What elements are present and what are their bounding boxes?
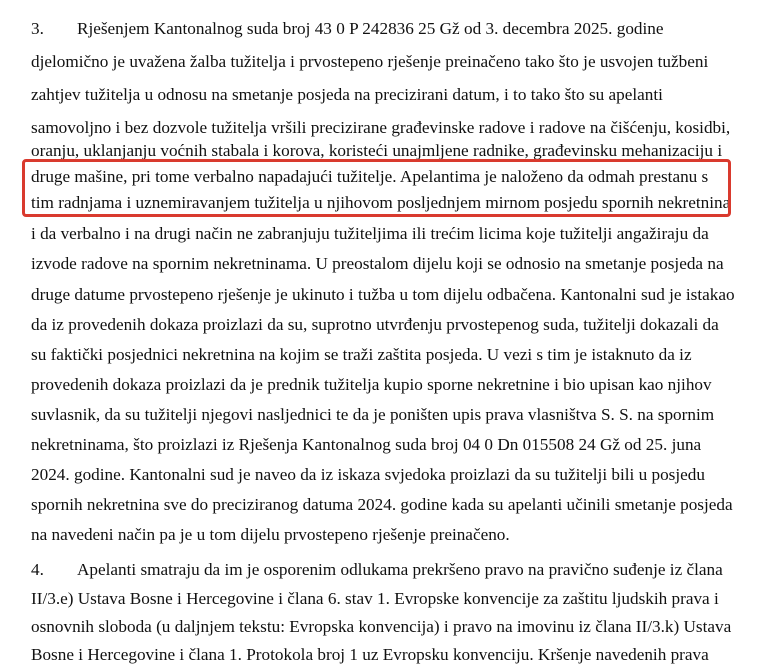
paragraph-3-line-16: 2024. godine. Kantonalni sud je naveo da iz iskaza svjedoka proizlazi da su tužitelji bili u posjedu: [31, 465, 705, 484]
paragraph-3-line-13: provedenih dokaza proizlazi da je prednik tužitelja kupio sporne nekretnine i bio upisan kao njihov: [31, 375, 712, 394]
paragraph-3-line-14: suvlasnik, da su tužitelji njegovi nasljednici te da je poništen upis prava vlasništva S. S. na spornim: [31, 405, 715, 424]
paragraph-4-line-2: II/3.e) Ustava Bosne i Hercegovine i člana 6. stav 1. Evropske konvencije za zaštitu ljudskih prava i: [31, 589, 719, 608]
paragraph-3-line-17: spornih nekretnina sve do preciziranog datuma 2024. godine kada su apelanti učinili smetanje posjeda: [31, 495, 733, 514]
paragraph-3-line-12: su faktički posjednici nekretnina na kojim se traži zaštita posjeda. U vezi s tim je istaknuto da iz: [31, 345, 692, 364]
paragraph-3-line-10: druge datume prvostepeno rješenje je ukinuto i tužba u tom dijelu odbačena. Kantonalni sud je istakao: [31, 285, 735, 304]
paragraph-3-line-18: na navedeni način pa je u tom dijelu prvostepeno rješenje preinačeno.: [31, 525, 510, 544]
paragraph-4-line-4: Bosne i Hercegovine i člana 1. Protokola broj 1 uz Evropsku konvenciju. Kršenje navedenih prava: [31, 645, 709, 664]
paragraph-3-line-7: tim radnjama i uznemiravanjem tužitelja u njihovom posljednjem mirnom posjedu spornih nekretnina: [31, 193, 731, 212]
paragraph-3-line-1: 3. Rješenjem Kantonalnog suda broj 43 0 P 242836 25 Gž od 3. decembra 2025. godine: [31, 19, 664, 38]
paragraph-number: 3.: [31, 19, 44, 38]
paragraph-3-line-6: druge mašine, pri tome verbalno napadajući tužitelje. Apelantima je naloženo da odmah prestanu s: [31, 167, 709, 186]
paragraph-3-line-9: izvode radove na spornim nekretninama. U preostalom dijelu koji se odnosio na smetanje posjeda na: [31, 254, 724, 273]
paragraph-3-line-3: zahtjev tužitelja u odnosu na smetanje posjeda na precizirani datum, i to tako što su apelanti: [31, 85, 663, 104]
paragraph-3-line-11: da iz provedenih dokaza proizlazi da su, suprotno utvrđenju prvostepenog suda, tužitelji dokazali da: [31, 315, 719, 334]
paragraph-3-line-5: oranju, uklanjanju voćnih stabala i korova, koristeći unajmljene radnike, građevinsku mehanizaciju i: [31, 141, 723, 160]
paragraph-3-line-8: i da verbalno i na drugi način ne zabranjuju tužiteljima ili trećim licima koje tužitelji angažiraju da: [31, 224, 709, 243]
paragraph-4-line-3: osnovnih sloboda (u daljnjem tekstu: Evropska konvencija) i pravo na imovinu iz člana II/3.k) Ustava: [31, 617, 732, 636]
highlight-rectangle: [22, 159, 731, 217]
paragraph-number: 4.: [31, 560, 44, 579]
paragraph-3-line-2: djelomično je uvažena žalba tužitelja i prvostepeno rješenje preinačeno tako što je usvojen tužbeni: [31, 52, 709, 71]
paragraph-4-line-1: 4. Apelanti smatraju da im je osporenim odlukama prekršeno pravo na pravično suđenje iz člana: [31, 560, 723, 579]
paragraph-3-line-4: samovoljno i bez dozvole tužitelja vršili precizirane građevinske radove i radove na čišćenju, kosidbi,: [31, 118, 731, 137]
paragraph-3-line-15: nekretninama, što proizlazi iz Rješenja Kantonalnog suda broj 04 0 Dn 015508 24 Gž od 25. juna: [31, 435, 702, 454]
